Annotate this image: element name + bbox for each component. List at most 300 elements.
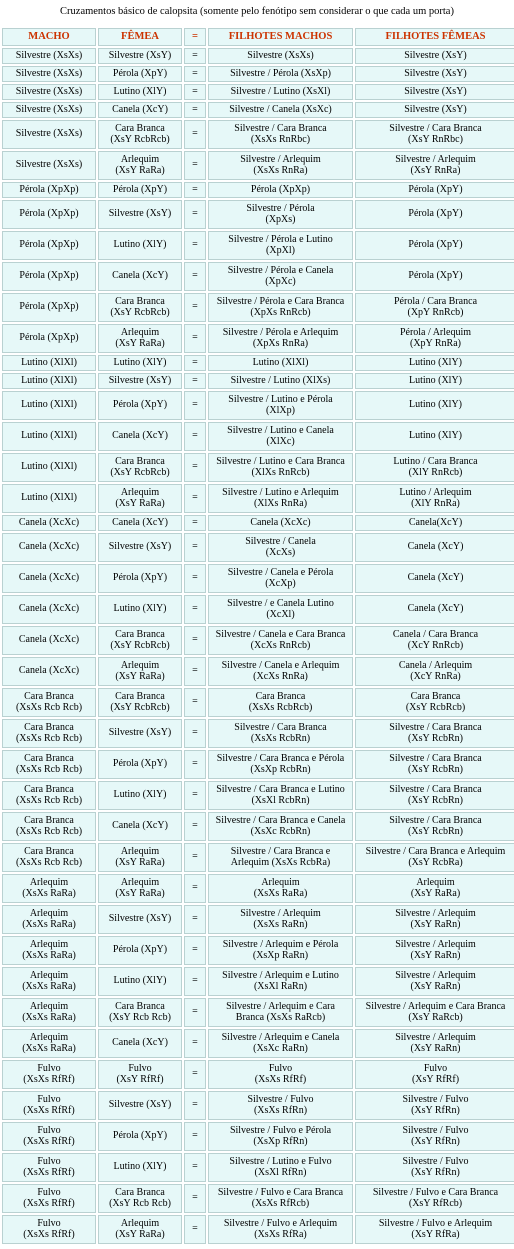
cell-text-line: (XsXs RfRf) [23, 1228, 75, 1240]
cell-text-line: Silvestre / Arlequim [240, 908, 321, 919]
female-offspring-cell [355, 66, 514, 82]
cell-text-line: Silvestre / Lutino e Fulvo [229, 1156, 332, 1167]
female-offspring-cell [355, 1153, 514, 1182]
cell-text-line: = [192, 356, 198, 368]
male-offspring-cell [208, 66, 353, 82]
equals-cell [184, 102, 206, 118]
male-offspring-cell [208, 1153, 353, 1182]
cell-text-line: Fulvo [37, 1156, 61, 1167]
cell-text-line: Pérola (XpY) [112, 399, 168, 411]
male-cell [2, 688, 96, 717]
female-cell [98, 905, 182, 934]
male-offspring-cell [208, 688, 353, 717]
cell-text-line: (XsY RfRa) [411, 1228, 460, 1240]
male-cell [2, 967, 96, 996]
female-offspring-cell [355, 84, 514, 100]
equals-cell [184, 453, 206, 482]
cell-text-line: Cara Branca [115, 629, 165, 640]
female-cell [98, 564, 182, 593]
cell-text-line: Silvestre (XsXs) [15, 128, 83, 140]
male-offspring-cell [208, 936, 353, 965]
cell-text-line: Silvestre / Fulvo [402, 1125, 469, 1136]
cell-text-line: (XpXs RnRa) [252, 337, 309, 349]
cell-text-line: Canela (XcY) [112, 1037, 168, 1049]
table-row [2, 293, 514, 322]
male-cell [2, 533, 96, 562]
cell-text-line: Fulvo [37, 1063, 61, 1074]
female-cell [98, 200, 182, 229]
male-offspring-cell [208, 533, 353, 562]
cell-text-line: Cara Branca [410, 691, 461, 702]
cell-text-line: Cara Branca [115, 1001, 165, 1012]
table-body [2, 48, 514, 1244]
table-row [2, 967, 514, 996]
cell-text-line: (XsXp RfRn) [253, 1135, 308, 1147]
cell-text-line: Lutino (XlY) [408, 430, 463, 442]
male-cell [2, 293, 96, 322]
male-cell [2, 66, 96, 82]
male-cell [2, 750, 96, 779]
table-row [2, 1060, 514, 1089]
female-cell [98, 1091, 182, 1120]
table-row [2, 874, 514, 903]
female-offspring-cell [355, 1215, 514, 1244]
female-offspring-cell [355, 1184, 514, 1213]
cell-text-line: (XcXs) [265, 546, 296, 558]
female-cell [98, 781, 182, 810]
cell-text-line: Pérola (XpY) [112, 183, 168, 195]
cell-text-line: Silvestre / Lutino e Canela [227, 425, 334, 436]
header-female: FÊMEA [98, 28, 182, 46]
cell-text-line: (XsY RcbRcb) [110, 466, 170, 478]
cell-text-line: Arlequim [29, 1001, 69, 1012]
cell-text-line: = [192, 603, 198, 615]
cell-text-line: = [192, 430, 198, 442]
male-offspring-cell [208, 564, 353, 593]
cell-text-line: (XsY RcbRcb) [110, 133, 170, 145]
equals-cell [184, 151, 206, 180]
cell-text-line: = [192, 1192, 198, 1204]
cell-text-line: (XsXl RfRn) [254, 1166, 307, 1178]
cell-text-line: Silvestre / Fulvo [402, 1156, 469, 1167]
cell-text-line: = [192, 516, 198, 528]
male-offspring-cell [208, 874, 353, 903]
cell-text-line: Silvestre / Canela e Arlequim [221, 660, 340, 671]
cell-text-line: Fulvo [37, 1218, 61, 1229]
table-row [2, 484, 514, 513]
table-row [2, 120, 514, 149]
cell-text-line: (XsY RnRa) [410, 164, 461, 176]
cell-text-line: (XsY RcbRcb) [110, 701, 170, 713]
cell-text-line: Silvestre / Pérola [246, 203, 315, 214]
cell-text-line: Silvestre (XsY) [404, 85, 467, 97]
cell-text-line: Cara Branca [24, 753, 74, 764]
cell-text-line: (XsXs Rcb Rcb) [15, 732, 83, 744]
cell-text-line: = [192, 301, 198, 313]
table-row [2, 657, 514, 686]
cell-text-line: Silvestre / Cara Branca [389, 784, 482, 795]
cell-text-line: Canela (XcY) [407, 572, 464, 584]
female-cell [98, 1215, 182, 1244]
cell-text-line: Silvestre / Arlequim e Canela [221, 1032, 340, 1043]
cell-text-line: Silvestre / Cara Branca e Pérola [216, 753, 345, 764]
female-cell [98, 936, 182, 965]
cell-text-line: Lutino (XlXl) [21, 430, 77, 442]
cell-text-line: (XlY RnRcb) [408, 466, 463, 478]
cell-text-line: (XpY RnRa) [409, 337, 461, 349]
female-cell [98, 874, 182, 903]
cell-text-line: Lutino (XlY) [408, 399, 463, 411]
male-offspring-cell [208, 967, 353, 996]
cell-text-line: = [192, 270, 198, 282]
female-cell [98, 102, 182, 118]
cell-text-line: Silvestre / Arlequim e Lutino [222, 970, 339, 981]
male-cell [2, 324, 96, 353]
cell-text-line: = [192, 696, 198, 708]
cell-text-line: (XsXs RfRf) [254, 1073, 307, 1085]
equals-cell [184, 1215, 206, 1244]
cell-text-line: = [192, 1099, 198, 1111]
cell-text-line: (XsY RfRn) [411, 1104, 460, 1116]
equals-cell [184, 595, 206, 624]
table-row [2, 688, 514, 717]
table-row [2, 66, 514, 82]
equals-cell [184, 1029, 206, 1058]
male-offspring-cell [208, 750, 353, 779]
cell-text-line: Arlequim [120, 154, 160, 165]
cell-text-line: Silvestre / Pérola e Cara Branca [216, 296, 345, 307]
table-row [2, 200, 514, 229]
table-row [2, 515, 514, 531]
cell-text-line: Lutino (XlY) [113, 603, 167, 615]
female-cell [98, 48, 182, 64]
female-offspring-cell [355, 719, 514, 748]
cell-text-line: Lutino / Cara Branca [393, 456, 478, 467]
cell-text-line: (XpY RnRcb) [407, 306, 464, 318]
equals-cell [184, 1122, 206, 1151]
male-offspring-cell [208, 355, 353, 371]
female-cell [98, 1029, 182, 1058]
table-row [2, 595, 514, 624]
cell-text-line: (XsY RaRa) [115, 1228, 165, 1240]
female-offspring-cell [355, 781, 514, 810]
cell-text-line: Silvestre / Lutino (XlXs) [230, 374, 331, 386]
cell-text-line: = [192, 1068, 198, 1080]
equals-cell [184, 626, 206, 655]
cell-text-line: Lutino (XlY) [113, 356, 167, 368]
cell-text-line: Arlequim [29, 877, 69, 888]
table-row [2, 843, 514, 872]
cell-text-line: Silvestre / Pérola e Arlequim [222, 327, 339, 338]
cell-text-line: = [192, 374, 198, 386]
cell-text-line: Silvestre / Cara Branca [389, 123, 482, 134]
cell-text-line: (XpXs) [265, 213, 296, 225]
table-row [2, 781, 514, 810]
male-offspring-cell [208, 719, 353, 748]
cell-text-line: (XsXs Rcb Rcb) [15, 701, 83, 713]
cell-text-line: Pérola (XpY) [408, 270, 463, 282]
cell-text-line: Silvestre (XsY) [108, 541, 172, 553]
cell-text-line: (XsY RaRn) [410, 949, 461, 961]
cell-text-line: Pérola (XpY) [112, 758, 168, 770]
cell-text-line: Silvestre (XsXs) [15, 103, 83, 115]
female-cell [98, 533, 182, 562]
male-offspring-cell [208, 1091, 353, 1120]
cell-text-line: Silvestre / Lutino e Pérola [228, 394, 333, 405]
table-row [2, 48, 514, 64]
male-cell [2, 151, 96, 180]
cell-text-line: Silvestre / Cara Branca e [230, 846, 331, 857]
male-offspring-cell [208, 231, 353, 260]
male-offspring-cell [208, 324, 353, 353]
cell-text-line: (XsXl RcbRn) [251, 794, 310, 806]
cell-text-line: Silvestre (XsY) [404, 103, 467, 115]
cell-text-line: Silvestre / Pérola e Lutino [228, 234, 333, 245]
female-cell [98, 657, 182, 686]
cell-text-line: Silvestre / Fulvo [247, 1094, 314, 1105]
cell-text-line: (XlXc) [266, 435, 295, 447]
cell-text-line: Pérola (XpXp) [19, 270, 79, 282]
equals-cell [184, 719, 206, 748]
cell-text-line: (XpXs RnRcb) [250, 306, 311, 318]
equals-cell [184, 293, 206, 322]
cell-text-line: Silvestre / Fulvo e Pérola [229, 1125, 332, 1136]
equals-cell [184, 48, 206, 64]
cell-text-line: (XsXs Rcb Rcb) [15, 794, 83, 806]
male-offspring-cell [208, 626, 353, 655]
male-offspring-cell [208, 48, 353, 64]
male-cell [2, 1153, 96, 1182]
female-cell [98, 151, 182, 180]
cell-text-line: (XsXs RcbRcb) [248, 701, 313, 713]
cell-text-line: (XsXs RnRbc) [250, 133, 311, 145]
cell-text-line: Silvestre / Lutino e Cara Branca [216, 456, 345, 467]
cell-text-line: Silvestre / Cara Branca e Canela [215, 815, 346, 826]
cell-text-line: (XsY RaRa) [115, 856, 165, 868]
female-offspring-cell [355, 373, 514, 389]
female-offspring-cell [355, 515, 514, 531]
cell-text-line: (XsY RcbRcb) [110, 639, 170, 651]
cell-text-line: Canela (XcY) [112, 103, 168, 115]
female-offspring-cell [355, 998, 514, 1027]
cell-text-line: Pérola (XpY) [408, 239, 463, 251]
female-offspring-cell [355, 102, 514, 118]
cell-text-line: Silvestre / Canela (XsXc) [229, 103, 332, 115]
cell-text-line: Silvestre (XsXs) [247, 49, 314, 61]
cell-text-line: (XsY Rcb Rcb) [109, 1011, 171, 1023]
cell-text-line: Arlequim [29, 1032, 69, 1043]
table-caption: Cruzamentos básico de calopsita (somente pelo fenótipo sem considerar o que cada um porta) [60, 6, 454, 17]
cell-text-line: (XlY RnRa) [411, 497, 460, 509]
cell-text-line: (XsY Rcb Rcb) [109, 1197, 171, 1209]
cell-text-line: Silvestre / Pérola e Canela [227, 265, 334, 276]
cell-text-line: (XsXs RfRf) [23, 1135, 75, 1147]
cell-text-line: (XsY RfRf) [411, 1073, 460, 1085]
female-offspring-cell [355, 874, 514, 903]
male-cell [2, 905, 96, 934]
cell-text-line: (XsXs RfRcb) [251, 1197, 310, 1209]
cell-text-line: Canela (XcY) [407, 603, 464, 615]
cell-text-line: (XcXs RnRcb) [250, 639, 311, 651]
cell-text-line: Silvestre / Pérola (XsXp) [230, 67, 331, 79]
cell-text-line: Silvestre (XsY) [108, 49, 172, 61]
cell-text-line: (XsXs Rcb Rcb) [15, 763, 83, 775]
male-offspring-cell [208, 200, 353, 229]
cell-text-line: Lutino (XlY) [113, 85, 167, 97]
cell-text-line: Arlequim [120, 877, 160, 888]
male-cell [2, 391, 96, 420]
cell-text-line: Silvestre / Arlequim [395, 970, 476, 981]
table-row [2, 151, 514, 180]
table-row [2, 750, 514, 779]
cell-text-line: Canela (XcXc) [18, 603, 80, 615]
cell-text-line: Cara Branca [24, 722, 74, 733]
cell-text-line: Silvestre (XsXs) [15, 49, 83, 61]
equals-cell [184, 905, 206, 934]
equals-cell [184, 262, 206, 291]
female-cell [98, 231, 182, 260]
male-offspring-cell [208, 1060, 353, 1089]
cell-text-line: Fulvo [128, 1063, 152, 1074]
cell-text-line: Silvestre (XsY) [108, 913, 172, 925]
cell-text-line: Silvestre / Fulvo e Arlequim [223, 1218, 338, 1229]
cell-text-line: Silvestre / Cara Branca [234, 123, 327, 134]
equals-cell [184, 874, 206, 903]
cell-text-line: = [192, 727, 198, 739]
equals-cell [184, 182, 206, 198]
cell-text-line: Lutino (XlY) [113, 975, 167, 987]
cell-text-line: Canela(XcY) [408, 516, 463, 528]
cell-text-line: Silvestre / Canela e Cara Branca [215, 629, 346, 640]
cell-text-line: Arlequim [120, 1218, 160, 1229]
cell-text-line: = [192, 1223, 198, 1235]
cell-text-line: = [192, 332, 198, 344]
cell-text-line: Canela (XcXc) [18, 572, 80, 584]
male-offspring-cell [208, 182, 353, 198]
cell-text-line: Lutino (XlXl) [21, 492, 77, 504]
cell-text-line: Silvestre (XsXs) [15, 67, 83, 79]
cell-text-line: Silvestre (XsY) [108, 1099, 172, 1111]
cell-text-line: Cara Branca [24, 691, 74, 702]
cell-text-line: (XsXs RaRa) [22, 1011, 76, 1023]
female-cell [98, 66, 182, 82]
male-cell [2, 843, 96, 872]
table-row [2, 564, 514, 593]
female-offspring-cell [355, 151, 514, 180]
table-row [2, 84, 514, 100]
female-cell [98, 595, 182, 624]
cell-text-line: Cara Branca [115, 691, 165, 702]
cell-text-line: Lutino / Arlequim [399, 487, 472, 498]
male-cell [2, 998, 96, 1027]
female-offspring-cell [355, 595, 514, 624]
table-row [2, 355, 514, 371]
male-cell [2, 1215, 96, 1244]
cell-text-line: Silvestre (XsY) [108, 727, 172, 739]
male-cell [2, 373, 96, 389]
equals-cell [184, 1153, 206, 1182]
cell-text-line: (XsY RcbRn) [408, 763, 463, 775]
cell-text-line: = [192, 758, 198, 770]
female-cell [98, 262, 182, 291]
cell-text-line: Fulvo [268, 1063, 293, 1074]
cell-text-line: (XlXs RnRa) [253, 497, 308, 509]
male-cell [2, 1184, 96, 1213]
cell-text-line: Fulvo [37, 1187, 61, 1198]
male-cell [2, 626, 96, 655]
cell-text-line: Arlequim [29, 908, 69, 919]
female-offspring-cell [355, 564, 514, 593]
table-row [2, 373, 514, 389]
cell-text-line: = [192, 851, 198, 863]
cell-text-line: (XsXs RfRf) [23, 1197, 75, 1209]
cell-text-line: Lutino (XlY) [408, 374, 463, 386]
cell-text-line: (XsY RaRa) [115, 887, 165, 899]
male-offspring-cell [208, 998, 353, 1027]
cell-text-line: Pérola (XpXp) [19, 239, 79, 251]
equals-cell [184, 324, 206, 353]
male-cell [2, 812, 96, 841]
female-offspring-cell [355, 936, 514, 965]
cell-text-line: = [192, 975, 198, 987]
cell-text-line: (XcXp) [265, 577, 296, 589]
cell-text-line: Cara Branca [115, 296, 165, 307]
male-cell [2, 231, 96, 260]
cell-text-line: Silvestre / Arlequim [395, 908, 476, 919]
male-cell [2, 781, 96, 810]
equals-cell [184, 84, 206, 100]
table-row [2, 626, 514, 655]
cell-text-line: (XsY RaRn) [410, 1042, 461, 1054]
equals-cell [184, 688, 206, 717]
equals-cell [184, 515, 206, 531]
cell-text-line: (XsY RcbRcb) [110, 306, 170, 318]
male-cell [2, 84, 96, 100]
male-offspring-cell [208, 1029, 353, 1058]
cell-text-line: (XsXs RaRa) [22, 1042, 76, 1054]
cell-text-line: Lutino (XlXl) [21, 374, 77, 386]
cell-text-line: = [192, 67, 198, 79]
cell-text-line: = [192, 1037, 198, 1049]
cell-text-line: (XsXs RaRa) [253, 887, 308, 899]
cell-text-line: (XsXs Rcb Rcb) [15, 856, 83, 868]
cell-text-line: (XsY RfRn) [411, 1166, 460, 1178]
equals-cell [184, 391, 206, 420]
male-offspring-cell [208, 515, 353, 531]
header-female-offspring: FILHOTES FÊMEAS [355, 28, 514, 46]
male-cell [2, 422, 96, 451]
female-offspring-cell [355, 422, 514, 451]
table-row [2, 1122, 514, 1151]
cell-text-line: = [192, 399, 198, 411]
cell-text-line: = [192, 103, 198, 115]
male-offspring-cell [208, 905, 353, 934]
cell-text-line: = [192, 183, 198, 195]
cell-text-line: Pérola (XpXp) [19, 183, 79, 195]
cell-text-line: (XsY RaRa) [115, 337, 165, 349]
equals-cell [184, 998, 206, 1027]
cell-text-line: = [192, 572, 198, 584]
cell-text-line: Arlequim (XsXs RcbRa) [230, 856, 331, 868]
cell-text-line: Canela (XcY) [112, 820, 168, 832]
table-row [2, 936, 514, 965]
cell-text-line: Silvestre / Fulvo e Arlequim [378, 1218, 493, 1229]
cell-text-line: Silvestre (XsY) [404, 67, 467, 79]
female-cell [98, 293, 182, 322]
cell-text-line: Silvestre / Cara Branca [234, 722, 327, 733]
female-cell [98, 355, 182, 371]
cell-text-line: Cara Branca [24, 846, 74, 857]
